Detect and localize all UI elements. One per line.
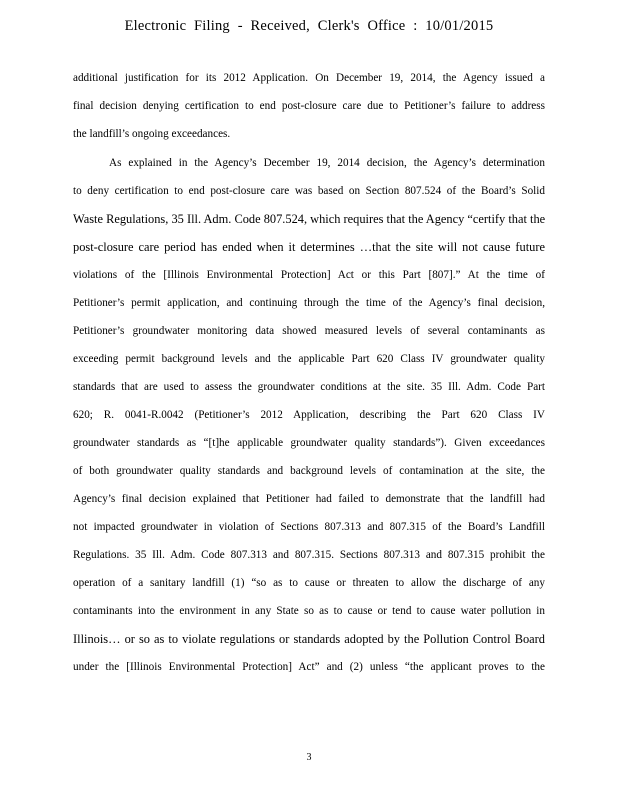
body-line-14: groundwater standards as “[t]he applicable groundwater quality standards”). Given exceedances (73, 437, 545, 449)
filing-header: Electronic Filing - Received, Clerk's Office : 10/01/2015 (124, 18, 494, 34)
body-line-11: exceeding permit background levels and the applicable Part 620 Class IV groundwater quality (73, 353, 545, 365)
body-line-4: As explained in the Agency’s December 19, 2014 decision, the Agency’s determination (109, 157, 545, 169)
body-line-12: standards that are used to assess the groundwater conditions at the site. 35 Ill. Adm. Code Part (73, 381, 545, 393)
body-line-13: 620; R. 0041-R.0042 (Petitioner’s 2012 Application, describing the Part 620 Class IV (73, 409, 545, 421)
body-line-22: under the [Illinois Environmental Protection] Act” and (2) unless “the applicant proves to the (73, 661, 545, 673)
body-line-5: to deny certification to end post-closure care was based on Section 807.524 of the Board’s Solid (73, 185, 545, 197)
body-line-18: Regulations. 35 Ill. Adm. Code 807.313 and 807.315. Sections 807.313 and 807.315 prohibit the (73, 549, 545, 561)
body-line-8: violations of the [Illinois Environmental Protection] Act or this Part [807].” At the time of (73, 269, 545, 281)
body-line-19: operation of a sanitary landfill (1) “so as to cause or threaten to allow the discharge of any (73, 577, 545, 589)
body-line-17: not impacted groundwater in violation of Sections 807.313 and 807.315 of the Board’s Landfill (73, 521, 545, 533)
body-line-6: Waste Regulations, 35 Ill. Adm. Code 807.524, which requires that the Agency “certify that the (73, 212, 546, 226)
body-line-10: Petitioner’s groundwater monitoring data showed measured levels of several contaminants as (73, 325, 545, 337)
body-line-3: the landfill’s ongoing exceedances. (73, 128, 231, 140)
body-line-2: final decision denying certification to end post-closure care due to Petitioner’s failure to address (73, 100, 545, 112)
body-line-21: Illinois… or so as to violate regulations or standards adopted by the Pollution Control Board (73, 632, 545, 646)
body-line-7: post-closure care period has ended when it determines …that the site will not cause future (73, 240, 545, 254)
body-line-9: Petitioner’s permit application, and continuing through the time of the Agency’s final decision, (73, 297, 545, 309)
page-number: 3 (306, 752, 312, 763)
body-line-1: additional justification for its 2012 Application. On December 19, 2014, the Agency issued a (73, 72, 545, 84)
body-line-15: of both groundwater quality standards and background levels of contamination at the site, the (73, 465, 545, 477)
body-line-16: Agency’s final decision explained that Petitioner had failed to demonstrate that the landfill had (73, 493, 545, 505)
body-line-20: contaminants into the environment in any State so as to cause or tend to cause water pollution in (73, 605, 545, 617)
